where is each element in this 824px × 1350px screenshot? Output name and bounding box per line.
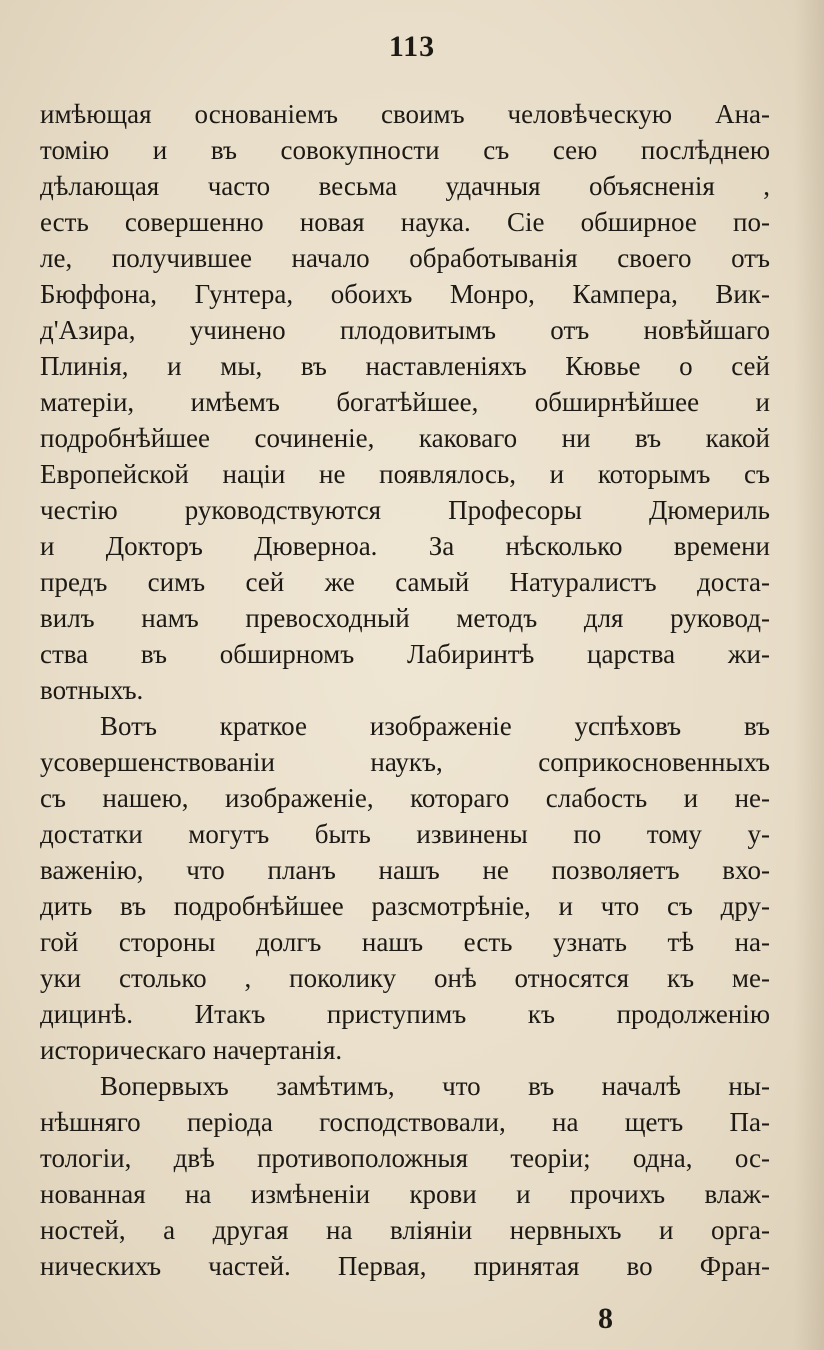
text-line: вилъ намъ превосходный методъ для руковод- <box>40 603 770 633</box>
text-line: Европейской націи не появлялось, и которымъ съ <box>40 459 770 489</box>
text-line: имѣющая основаніемъ своимъ человѣческую Ана- <box>40 99 770 129</box>
paragraph-2 <box>40 708 770 1068</box>
page-edge-shadow <box>794 0 824 1350</box>
text-line: подробнѣйшее сочиненіе, каковаго ни въ какой <box>40 423 770 453</box>
text-line: важенію, что планъ нашъ не позволяетъ вхо- <box>40 855 770 885</box>
text-line: Бюффона, Гунтера, обоихъ Монро, Кампера, Вик- <box>40 279 770 309</box>
text-line: есть совершенно новая наука. Сіе обширное по- <box>40 207 770 237</box>
text-line: матеріи, имѣемъ богатѣйшее, обширнѣйшее и <box>40 387 770 417</box>
text-line: нованная на измѣненіи крови и прочихъ влаж- <box>40 1179 770 1209</box>
text-line: д'Азира, учинено плодовитымъ отъ новѣйшаго <box>40 315 770 345</box>
text-line: съ нашею, изображеніе, котораго слабость и не- <box>40 783 770 813</box>
text-line: достатки могутъ быть извинены по тому у- <box>40 819 770 849</box>
paragraph-3 <box>40 1068 770 1284</box>
text-line: историческаго начертанія. <box>40 1035 343 1065</box>
text-line: честію руководствуются Професоры Дюмериль <box>40 495 770 525</box>
text-line: уки столько , поколику онѣ относятся къ ме- <box>40 963 770 993</box>
text-line: ническихъ частей. Первая, принятая во Фран- <box>40 1251 770 1281</box>
text-line: и Докторъ Дюверноа. За нѣсколько времени <box>40 531 770 561</box>
text-line: гой стороны долгъ нашъ есть узнать тѣ на- <box>40 927 770 957</box>
text-line: ства въ обширномъ Лабиринтѣ царства жи- <box>40 639 770 669</box>
text-line: ностей, а другая на вліяніи нервныхъ и орга- <box>40 1215 770 1245</box>
text-line: дѣлающая часто весьма удачныя объясненія , <box>40 171 770 201</box>
text-line: усовершенствованіи наукъ, соприкосновенныхъ <box>40 747 770 777</box>
text-line: нѣшняго періода господствовали, на щетъ Па- <box>40 1107 770 1137</box>
text-line: Вопервыхъ замѣтимъ, что въ началѣ ны- <box>100 1071 770 1101</box>
text-line: Вотъ краткое изображеніе успѣховъ въ <box>100 711 770 741</box>
page-number: 113 <box>388 30 436 63</box>
signature-mark: 8 <box>598 1302 613 1335</box>
text-line: дить въ подробнѣйшее разсмотрѣніе, и что съ дру- <box>40 891 770 921</box>
text-line: тологіи, двѣ противоположныя теоріи; одна, ос- <box>40 1143 770 1173</box>
text-line: дицинѣ. Итакъ приступимъ къ продолженію <box>40 999 770 1029</box>
text-line: томію и въ совокупности съ сею послѣднею <box>40 135 770 165</box>
text-line: ле, получившее начало обработыванія своего отъ <box>40 243 770 273</box>
text-line: Плинія, и мы, въ наставленіяхъ Кювье о сей <box>40 351 770 381</box>
text-line: предъ симъ сей же самый Натуралистъ доста- <box>40 567 770 597</box>
text-line: вотныхъ. <box>40 675 144 705</box>
paragraph-1 <box>40 96 770 708</box>
body-text <box>40 96 770 1284</box>
